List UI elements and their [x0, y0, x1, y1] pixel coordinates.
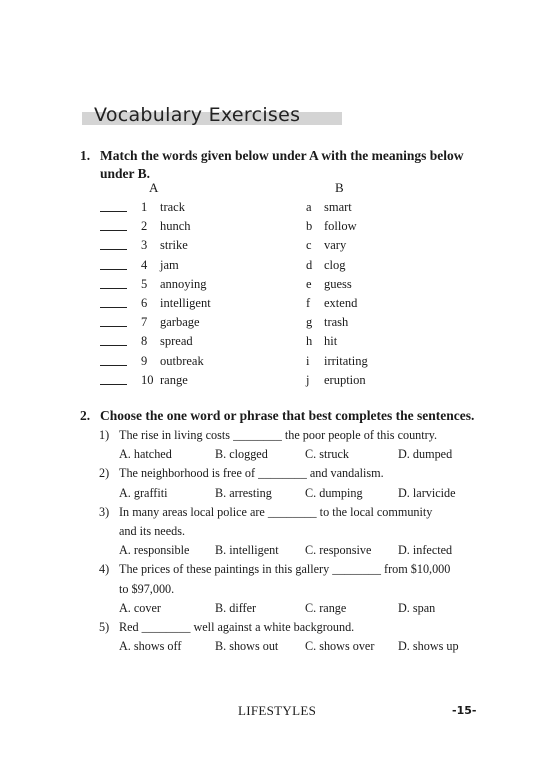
- word-a: range: [160, 372, 188, 387]
- answer-option[interactable]: C. shows over: [305, 639, 375, 654]
- question-number: 1): [99, 428, 110, 442]
- item-number: 5: [141, 276, 148, 291]
- item-number: 2: [141, 219, 148, 234]
- word-a: jam: [160, 257, 179, 272]
- meaning-b: clog: [324, 257, 346, 272]
- answer-option[interactable]: D. span: [398, 600, 436, 615]
- answer-blank[interactable]: [100, 200, 127, 212]
- meaning-b: trash: [324, 315, 349, 330]
- meaning-b: smart: [324, 200, 352, 214]
- item-number: 10: [141, 372, 154, 387]
- answer-blank[interactable]: [100, 354, 127, 366]
- item-number: 7: [141, 315, 148, 330]
- answer-option[interactable]: C. responsive: [305, 543, 372, 558]
- word-a: garbage: [160, 315, 200, 330]
- answer-blank[interactable]: [100, 296, 127, 308]
- item-number: 3: [141, 238, 148, 253]
- question-number: 3): [99, 504, 110, 519]
- answer-option[interactable]: B. differ: [215, 600, 257, 615]
- question-text: and its needs.: [119, 524, 186, 538]
- meaning-b: guess: [324, 276, 352, 291]
- question-text: The rise in living costs ________ the poor people of this country.: [119, 428, 438, 442]
- match-row: [0, 219, 544, 238]
- match-row: [0, 296, 544, 315]
- match-row: [0, 258, 544, 277]
- question-number: 2): [99, 466, 110, 481]
- meaning-b: extend: [324, 296, 358, 310]
- question-text: The prices of these paintings in this gallery ________ from $10,000: [119, 562, 451, 577]
- answer-option[interactable]: D. shows up: [398, 639, 459, 654]
- match-row: [0, 373, 544, 392]
- section2-instruction: Choose the one word or phrase that best completes the sentences.: [100, 408, 475, 423]
- letter-b: h: [306, 334, 313, 349]
- letter-b: i: [306, 353, 310, 368]
- match-row: [0, 200, 544, 219]
- item-number: 4: [141, 257, 148, 272]
- answer-option[interactable]: D. infected: [398, 543, 453, 558]
- item-number: 9: [141, 353, 148, 368]
- page-number: -15-: [452, 704, 477, 717]
- meaning-b: eruption: [324, 372, 366, 387]
- match-row: [0, 334, 544, 353]
- answer-blank[interactable]: [100, 277, 127, 289]
- answer-option[interactable]: B. clogged: [215, 447, 268, 462]
- item-number: 6: [141, 296, 148, 310]
- word-a: strike: [160, 238, 188, 253]
- letter-b: g: [306, 315, 313, 330]
- letter-b: a: [306, 200, 312, 214]
- word-a: intelligent: [160, 296, 211, 310]
- item-number: 8: [141, 334, 148, 349]
- letter-b: f: [306, 296, 311, 310]
- meaning-b: follow: [324, 219, 357, 234]
- meaning-b: irritating: [324, 353, 368, 368]
- letter-b: d: [306, 257, 313, 272]
- section2-number: 2.: [80, 408, 91, 423]
- answer-option[interactable]: B. arresting: [215, 485, 272, 500]
- page-title: Vocabulary Exercises: [94, 104, 301, 126]
- meaning-b: vary: [324, 238, 347, 253]
- letter-b: b: [306, 219, 313, 234]
- answer-option[interactable]: C. range: [305, 600, 347, 615]
- answer-blank[interactable]: [100, 334, 127, 346]
- answer-option[interactable]: B. intelligent: [215, 543, 279, 558]
- answer-option[interactable]: C. struck: [305, 447, 350, 462]
- footer-title: LIFESTYLES: [238, 703, 317, 718]
- answer-option[interactable]: D. dumped: [398, 447, 453, 462]
- question-text: The neighborhood is free of ________ and vandalism.: [119, 466, 384, 481]
- question-text: Red ________ well against a white background.: [119, 620, 355, 634]
- answer-option[interactable]: A. responsible: [119, 543, 190, 558]
- answer-blank[interactable]: [100, 238, 127, 250]
- word-a: outbreak: [160, 353, 204, 368]
- word-a: hunch: [160, 219, 191, 234]
- item-number: 1: [141, 200, 148, 214]
- column-b-label: B: [335, 180, 344, 195]
- match-row: [0, 354, 544, 373]
- question-number: 4): [99, 562, 110, 577]
- answer-option[interactable]: A. shows off: [119, 639, 182, 654]
- word-a: spread: [160, 334, 193, 349]
- match-row: [0, 315, 544, 334]
- word-a: track: [160, 200, 185, 214]
- answer-option[interactable]: D. larvicide: [398, 485, 456, 500]
- answer-blank[interactable]: [100, 315, 127, 327]
- match-row: [0, 277, 544, 296]
- column-a-label: A: [149, 180, 159, 195]
- question-number: 5): [99, 620, 110, 634]
- letter-b: j: [306, 372, 310, 387]
- answer-blank[interactable]: [100, 373, 127, 385]
- match-row: [0, 238, 544, 257]
- answer-option[interactable]: A. cover: [119, 600, 161, 615]
- answer-option[interactable]: B. shows out: [215, 639, 279, 654]
- question-text: to $97,000.: [119, 581, 175, 596]
- answer-option[interactable]: A. hatched: [119, 447, 172, 462]
- meaning-b: hit: [324, 334, 338, 349]
- question-text: In many areas local police are ________ to the local community: [119, 504, 433, 519]
- answer-blank[interactable]: [100, 219, 127, 231]
- section1-number: 1.: [80, 148, 91, 163]
- answer-option[interactable]: A. graffiti: [119, 485, 168, 500]
- answer-blank[interactable]: [100, 258, 127, 270]
- section1-instruction: Match the words given below under A with the meanings below under B.: [100, 148, 464, 181]
- word-a: annoying: [160, 276, 207, 291]
- letter-b: e: [306, 276, 312, 291]
- answer-option[interactable]: C. dumping: [305, 485, 363, 500]
- letter-b: c: [306, 238, 312, 253]
